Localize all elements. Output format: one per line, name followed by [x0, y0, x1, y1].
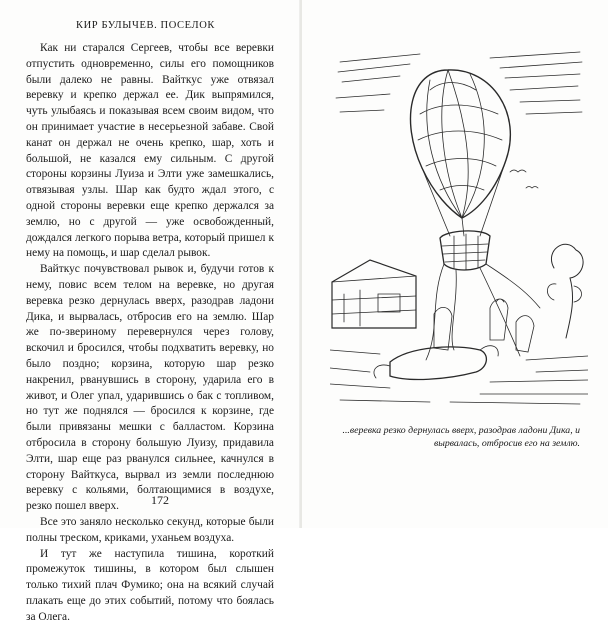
running-head: КИР БУЛЫЧЕВ. ПОСЕЛОК	[76, 20, 276, 31]
paragraph: И тут же наступила тишина, короткий промежуток тишины, в котором был слышен только тихий плач Фумико; она на всякий случай плакать еще до этих событий, потому что боялась за Олега.	[26, 547, 274, 625]
body-text	[26, 41, 274, 625]
paragraph: Как ни старался Сергеев, чтобы все веревки отпустить одновременно, силы его помощников были далеко не равны. Вайткус уже отвязал веревку и крепко держал ее. Дик выпрямился, чуть улыбаясь и показывая всем своим видом, что он принимает участие в несерьезной забаве. Свой канат он держал не очень крепко, шар, хоть и большой, не казался ему сильным. С другой стороны корзины Луиза и Элти уже замешкались, отвязывая узлы. Шар как будто ждал этого, с одной стороны веревки еще крепко держался за землю, но с другой — уже освобожденный, дождался легкого порыва ветра, который пришел к нему на помощь, и шар сделал рывок.	[26, 41, 274, 262]
left-page	[0, 0, 300, 528]
balloon-illustration	[330, 50, 588, 410]
page-number: 172	[140, 493, 180, 508]
paragraph: Вайткус почувствовал рывок и, будучи готов к нему, повис всем телом на веревке, но другая веревка резко дернулась вверх, разодрав ладони Дика, и вырвалась, отбросив его на землю. Шар же по-звериному перевернулся через голову, вскочил и бросился, чтобы подхватить веревку, но было поздно; корзина, которую шар резко накренил, рванувшись в сторону, ударила его в живот, и Олег упал, ударившись о бак с топливом, но тут же поднялся — бросился к корзине, где были привязаны мешки с балластом. Корзина отбросила в сторону большую Луизу, придавила Элти, шар еще раз рванулся сильнее, качнулся в сторону Вайткуса, вырвал из земли последнюю веревку с кольями, болтающимися в воздухе, резко пошел вверх.	[26, 262, 274, 515]
paragraph: Все это заняло несколько секунд, которые были полны треском, криками, уханьем воздуха.	[26, 515, 274, 547]
illustration-caption: ...веревка резко дернулась вверх, разодрав ладони Дика, и вырвалась, отбросив его на землю.	[318, 425, 580, 450]
